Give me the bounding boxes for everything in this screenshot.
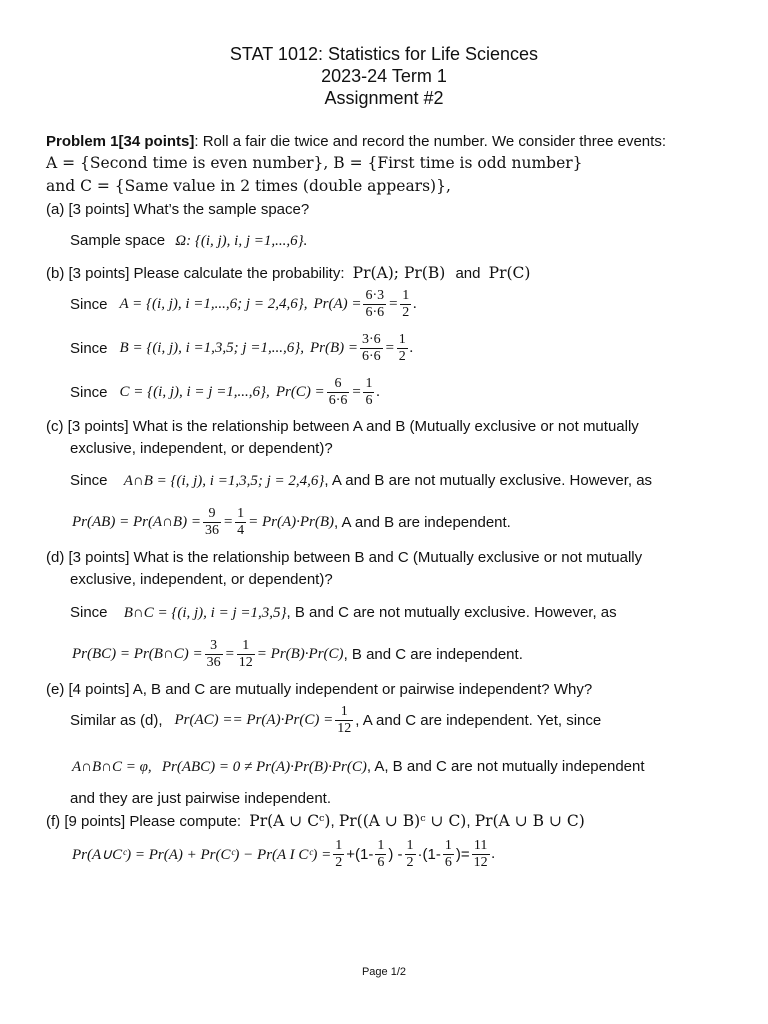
period: . — [409, 340, 414, 356]
question-d-line1: (d) [3 points] What is the relationship between B and C (Mutually exclusive or not mutually — [46, 549, 643, 566]
since-label: Since — [70, 472, 108, 489]
set-b-cap-c: B∩C = {(i, j), i = j =1,3,5} — [123, 605, 287, 621]
answer-e-line1 — [70, 704, 601, 737]
comma: , — [466, 813, 471, 830]
answer-f-line1 — [72, 838, 495, 871]
period: . — [413, 296, 418, 312]
question-b-text: (b) [3 points] Please calculate the probability: — [46, 265, 345, 282]
pr-a-result: $\frac{1}{2}$ — [402, 288, 410, 320]
pr-ab-label: Pr(AB) = Pr(A∩B) = — [72, 514, 201, 530]
question-c-line2: exclusive, independent, or dependent)? — [70, 440, 333, 457]
answer-c-line2 — [72, 506, 511, 539]
comma: , — [330, 813, 335, 830]
frac-result: $\frac{11}{12}$ — [473, 838, 488, 870]
since-label: Since — [70, 340, 108, 357]
set-a-cap-b: A∩B = {(i, j), i =1,3,5; j = 2,4,6} — [123, 473, 325, 489]
pr-b-label: Pr(B) = — [309, 340, 358, 356]
pr-b-fraction: $\frac{3\cdot 6}{6\cdot 6}$ — [362, 332, 381, 364]
answer-e-line2 — [72, 758, 645, 776]
question-b-math1: Pr(A); Pr(B) — [352, 264, 446, 282]
triple-intersection: A∩B∩C = φ, — [72, 759, 152, 775]
question-b-math2: Pr(C) — [488, 264, 531, 282]
pr-bc-label: Pr(BC) = Pr(B∩C) = — [72, 646, 203, 662]
pr-ac-result: $\frac{1}{12}$ — [337, 704, 352, 736]
answer-d-line2 — [72, 638, 523, 671]
pr-ab-product: = Pr(A)·Pr(B) — [248, 514, 335, 530]
question-f — [46, 812, 585, 830]
frac-half-2: $\frac{1}{2}$ — [406, 838, 414, 870]
pr-abc: Pr(ABC) = 0 ≠ Pr(A)·Pr(B)·Pr(C) — [161, 759, 367, 775]
pr-bc-fraction: $\frac{3}{36}$ — [206, 638, 221, 670]
answer-d-line1 — [70, 604, 617, 622]
problem-intro-text: : Roll a fair die twice and record the number. We consider three events: — [194, 133, 666, 150]
set-a: A = {(i, j), i =1,...,6; j = 2,4,6}, — [119, 296, 308, 312]
question-b-and: and — [455, 265, 481, 282]
answer-b-line1 — [70, 288, 417, 321]
question-b — [46, 264, 530, 282]
plus-term: +(1- — [346, 846, 374, 863]
event-c: and C = {Same value in 2 times (double appears)}, — [46, 177, 451, 195]
pr-ab-result: $\frac{1}{4}$ — [237, 506, 245, 538]
answer-e-line3: and they are just pairwise independent. — [70, 790, 332, 807]
frac-sixth-2: $\frac{1}{6}$ — [444, 838, 452, 870]
answer-e-text1: , A and C are independent. Yet, since — [355, 712, 602, 729]
problem-label: Problem 1[34 points] — [46, 133, 195, 150]
page-number: Page 1/2 — [361, 966, 407, 978]
period: . — [491, 846, 496, 862]
frac-sixth-1: $\frac{1}{6}$ — [377, 838, 385, 870]
answer-a-lead: Sample space — [70, 232, 166, 249]
equals: = — [351, 384, 362, 400]
set-b: B = {(i, j), i =1,3,5; j =1,...,6}, — [119, 340, 304, 356]
close-paren: )= — [455, 846, 470, 863]
since-label: Since — [70, 604, 108, 621]
pr-a-label: Pr(A) = — [313, 296, 362, 312]
doc-title: STAT 1012: Statistics for Life Sciences — [229, 44, 539, 64]
answer-d-text2: , B and C are independent. — [343, 646, 523, 663]
question-d-line2: exclusive, independent, or dependent)? — [70, 571, 333, 588]
answer-e-lead: Similar as (d), — [70, 712, 163, 729]
pr-bc-product: = Pr(B)·Pr(C) — [256, 646, 344, 662]
since-label: Since — [70, 384, 108, 401]
since-label: Since — [70, 296, 108, 313]
times-term: ·(1- — [417, 846, 441, 863]
set-c: C = {(i, j), i = j =1,...,6}, — [119, 384, 270, 400]
answer-b-line3 — [70, 376, 380, 409]
frac-half-1: $\frac{1}{2}$ — [335, 838, 343, 870]
answer-a-expr: Ω: {(i, j), i, j =1,...,6}. — [175, 233, 308, 249]
pr-a-fraction: $\frac{6\cdot 3}{6\cdot 6}$ — [365, 288, 385, 320]
events-ab: A = {Second time is even number}, B = {First time is odd number} — [46, 154, 583, 172]
answer-b-line2 — [70, 332, 414, 365]
equals: = — [222, 514, 234, 530]
problem-intro — [46, 133, 666, 150]
equals: = — [224, 646, 235, 662]
pr-c-label: Pr(C) = — [275, 384, 325, 400]
pr-b-result: $\frac{1}{2}$ — [398, 332, 406, 364]
question-e: (e) [4 points] A, B and C are mutually independent or pairwise independent? Why? — [46, 681, 593, 698]
pr-ac-label: Pr(AC) == Pr(A)·Pr(C) = — [174, 712, 334, 728]
minus-term: ) - — [388, 846, 403, 863]
question-f-math2: Pr((A ∪ B)ᶜ ∪ C) — [338, 812, 467, 830]
answer-c-text1: , A and B are not mutually exclusive. However, as — [324, 472, 653, 489]
pr-a-cup-cc: Pr(A∪Cᶜ) = Pr(A) + Pr(Cᶜ) − Pr(A I Cᶜ) = — [72, 847, 332, 863]
doc-term: 2023-24 Term 1 — [321, 66, 447, 86]
doc-assignment: Assignment #2 — [324, 88, 444, 108]
answer-e-text2: , A, B and C are not mutually independent — [366, 758, 645, 775]
answer-d-text1: , B and C are not mutually exclusive. However, as — [286, 604, 617, 621]
pr-bc-result: $\frac{1}{12}$ — [238, 638, 253, 670]
question-f-math3: Pr(A ∪ B ∪ C) — [474, 812, 585, 830]
question-f-math1: Pr(A ∪ Cᶜ) — [249, 812, 331, 830]
answer-c-text2: , A and B are independent. — [334, 514, 511, 531]
answer-a — [70, 232, 307, 250]
question-c-line1: (c) [3 points] What is the relationship between A and B (Mutually exclusive or not mutually — [46, 418, 639, 435]
pr-c-fraction: $\frac{6}{6\cdot 6}$ — [328, 376, 348, 408]
equals: = — [388, 296, 399, 312]
answer-c-line1 — [70, 472, 652, 490]
period: . — [376, 384, 381, 400]
pr-c-result: $\frac{1}{6}$ — [365, 376, 373, 408]
question-a: (a) [3 points] What’s the sample space? — [46, 201, 310, 218]
question-f-text: (f) [9 points] Please compute: — [46, 813, 242, 830]
pr-ab-fraction: $\frac{9}{36}$ — [204, 506, 219, 538]
equals: = — [384, 340, 395, 356]
